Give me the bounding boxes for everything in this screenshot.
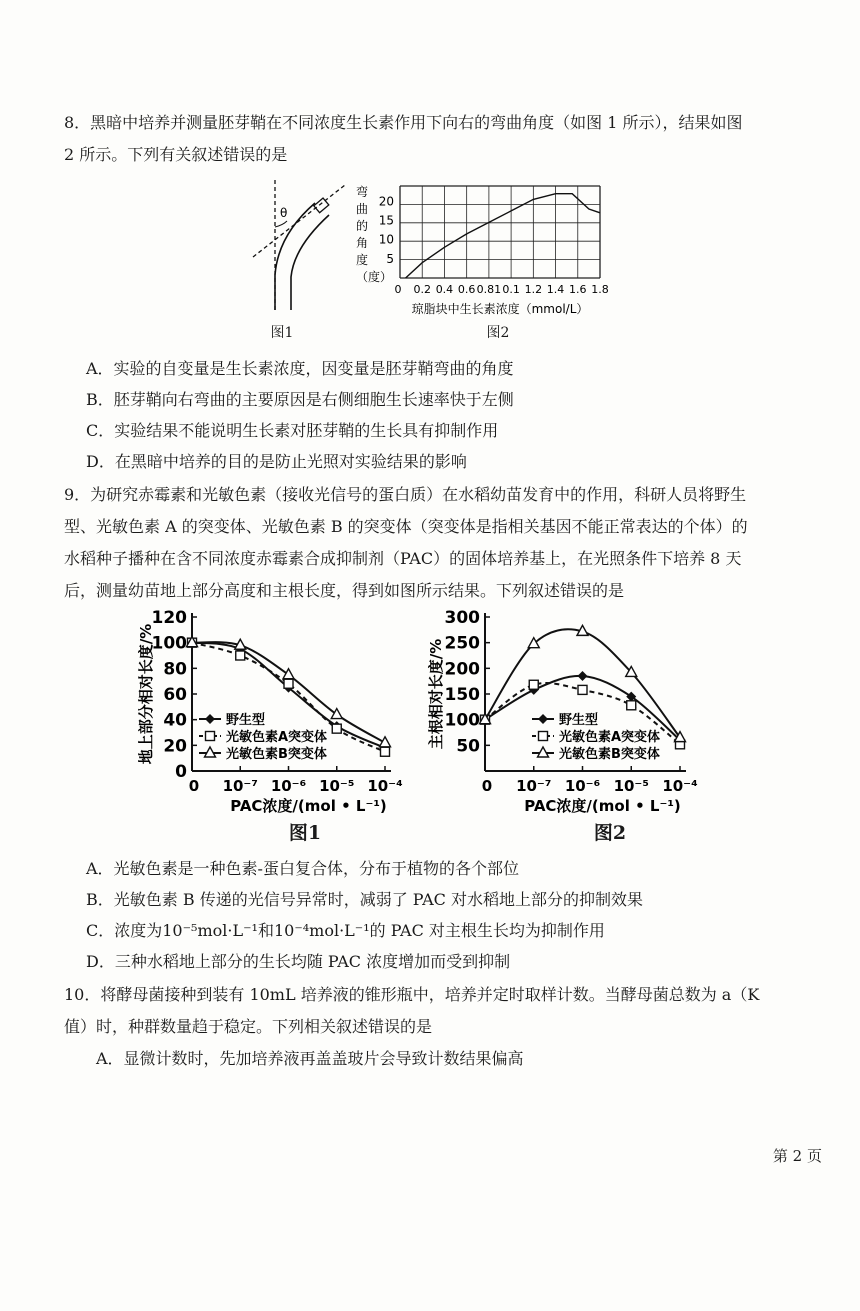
q8-xtick-label: 1.8 (591, 283, 609, 296)
q9-figure2-chart (425, 605, 725, 820)
q8-chart-xticks (395, 283, 609, 296)
data-point-marker (578, 685, 587, 694)
q8-chart-yticks (379, 194, 394, 266)
ytick-label: 100 (444, 710, 480, 731)
xtick-label: 10⁻⁵ (613, 777, 649, 795)
page-number: 第 2 页 (772, 1147, 822, 1165)
xtick-label: 10⁻⁶ (270, 777, 307, 795)
q8-option-d: D．在黑暗中培养的目的是防止光照对实验结果的影响 (86, 452, 467, 471)
q8-fig1-caption: 图1 (270, 325, 294, 341)
q10-stem-line1: 10．将酵母菌接种到装有 10mL 培养液的锥形瓶中，培养并定时取样计数。当酵母菌总数为 a（K (64, 985, 760, 1004)
q10-stem-line2: 值）时，种群数量趋于稳定。下列相关叙述错误的是 (64, 1017, 433, 1036)
ytick-label: 40 (163, 710, 187, 731)
legend-label: 野生型 (559, 713, 599, 728)
ytick-label: 250 (444, 633, 480, 654)
q8-ytick-label: 5 (386, 251, 394, 266)
q8-ytick-label: 10 (378, 232, 394, 247)
q9-option-c: C．浓度为10⁻⁵mol·L⁻¹和10⁻⁴mol·L⁻¹的 PAC 对主根生长均为抑制作用 (86, 921, 605, 940)
data-point-marker (236, 651, 245, 660)
data-point-marker (381, 747, 390, 756)
data-point-marker (627, 701, 636, 710)
q8-xtick-label: 0.81 (476, 283, 502, 296)
ytick-label: 60 (163, 685, 187, 705)
legend-label: 光敏色素A突变体 (559, 730, 661, 745)
xtick-label: 10⁻⁶ (564, 777, 601, 795)
ytick-label: 120 (151, 608, 187, 628)
q9-fig1-caption: 图1 (288, 822, 322, 844)
q8-xtick-label: 1.2 (524, 283, 543, 296)
q9-stem-line4: 后，测量幼苗地上部分高度和主根长度，得到如图所示结果。下列叙述错误的是 (64, 581, 625, 600)
angle-arc (275, 221, 287, 227)
bending-angle-curve (406, 194, 600, 278)
q9-figure1-chart (135, 605, 435, 820)
chart-xlabel: PAC浓度/(mol • L⁻¹) (230, 797, 387, 815)
q8-xtick-label: 0.6 (457, 283, 476, 296)
q8-xtick-label: 0.4 (435, 283, 454, 296)
q8-ylabel-char: （度） (356, 270, 393, 284)
ytick-label: 80 (163, 659, 187, 680)
q8-ylabel-char: 角 (356, 236, 369, 250)
xtick-label: 10⁻⁵ (319, 777, 355, 795)
q8-xtick-label: 0 (394, 283, 402, 296)
q8-xtick-label: 0.1 (502, 283, 520, 296)
ytick-label: 200 (444, 659, 480, 680)
data-point-marker (331, 709, 342, 719)
xtick-label: 0 (481, 777, 493, 795)
xtick-label: 0 (188, 777, 200, 795)
chart-ylabel: 地上部分相对长度/% (137, 623, 155, 765)
legend-marker (538, 714, 548, 724)
data-point-marker (283, 669, 294, 679)
chart-ylabel: 主根相对长度/% (427, 638, 445, 750)
xtick-label: 10⁻⁴ (367, 777, 403, 795)
data-point-marker (284, 679, 293, 688)
ytick-label: 0 (175, 762, 187, 782)
ytick-label: 300 (444, 608, 480, 628)
q9-stem-line3: 水稻种子播种在含不同浓度赤霉素合成抑制剂（PAC）的固体培养基上，在光照条件下培养 8 天 (64, 549, 742, 568)
q10-option-a: A．显微计数时，先加培养液再盖盖玻片会导致计数结果偏高 (96, 1049, 524, 1068)
q8-chart-grid (400, 186, 600, 278)
q8-fig2-caption: 图2 (486, 325, 510, 341)
q8-stem-line2: 2 所示。下列有关叙述错误的是 (64, 145, 288, 164)
q9-option-b: B．光敏色素 B 传递的光信号异常时，减弱了 PAC 对水稻地上部分的抑制效果 (86, 890, 643, 909)
q9-stem-line1: 9．为研究赤霉素和光敏色素（接收光信号的蛋白质）在水稻幼苗发育中的作用，科研人员将野生 (64, 485, 747, 504)
data-point-marker (332, 724, 341, 733)
ytick-label: 50 (456, 736, 480, 757)
legend-marker (539, 732, 548, 741)
legend-label: 光敏色素A突变体 (226, 730, 328, 745)
data-point-marker (578, 671, 588, 681)
ytick-label: 20 (163, 736, 187, 757)
q8-figure2-chart (350, 178, 620, 323)
q8-figure1 (245, 175, 355, 315)
q9-fig2-caption: 图2 (593, 822, 627, 844)
legend-label: 野生型 (226, 713, 266, 728)
q8-chart-xlabel: 琼脂块中生长素浓度（mmol/L） (411, 302, 589, 316)
data-point-marker (528, 638, 539, 648)
q8-ylabel-char: 曲 (356, 202, 369, 216)
coleoptile-right-edge (291, 215, 329, 310)
q8-xtick-label: 0.2 (413, 283, 431, 296)
ytick-label: 100 (151, 633, 187, 654)
agar-block (314, 198, 329, 213)
q9-option-d: D．三种水稻地上部分的生长均随 PAC 浓度增加而受到抑制 (86, 952, 511, 971)
q8-xtick-label: 1.4 (546, 283, 565, 296)
q8-ylabel-char: 度 (356, 253, 369, 267)
data-point-marker (529, 680, 538, 689)
chart-xlabel: PAC浓度/(mol • L⁻¹) (524, 797, 681, 815)
theta-label: θ (280, 206, 288, 220)
xtick-label: 10⁻⁴ (662, 777, 698, 795)
xtick-label: 10⁻⁷ (222, 777, 258, 795)
q8-option-b: B．胚芽鞘向右弯曲的主要原因是右侧细胞生长速率快于左侧 (86, 390, 514, 409)
q8-option-a: A．实验的自变量是生长素浓度，因变量是胚芽鞘弯曲的角度 (86, 359, 514, 378)
q8-option-c: C．实验结果不能说明生长素对胚芽鞘的生长具有抑制作用 (86, 421, 499, 440)
legend-label: 光敏色素B突变体 (559, 747, 660, 762)
ytick-label: 150 (444, 685, 480, 705)
q8-ylabel-char: 弯 (356, 185, 369, 199)
q8-ylabel-char: 的 (356, 219, 369, 233)
q9-stem-line2: 型、光敏色素 A 的突变体、光敏色素 B 的突变体（突变体是指相关基因不能正常表达的个体）的 (64, 517, 748, 536)
tangent-reference-line (253, 185, 345, 257)
xtick-label: 10⁻⁷ (516, 777, 552, 795)
legend-marker (206, 732, 215, 741)
q8-stem-line1: 8．黑暗中培养并测量胚芽鞘在不同浓度生长素作用下向右的弯曲角度（如图 1 所示），结果如图 (64, 113, 743, 132)
q8-xtick-label: 1.6 (569, 283, 587, 296)
legend-marker (205, 714, 215, 724)
legend-label: 光敏色素B突变体 (226, 747, 327, 762)
q8-ytick-label: 15 (378, 213, 394, 228)
q8-ytick-label: 20 (378, 194, 394, 209)
q9-option-a: A．光敏色素是一种色素-蛋白复合体，分布于植物的各个部位 (86, 859, 519, 878)
